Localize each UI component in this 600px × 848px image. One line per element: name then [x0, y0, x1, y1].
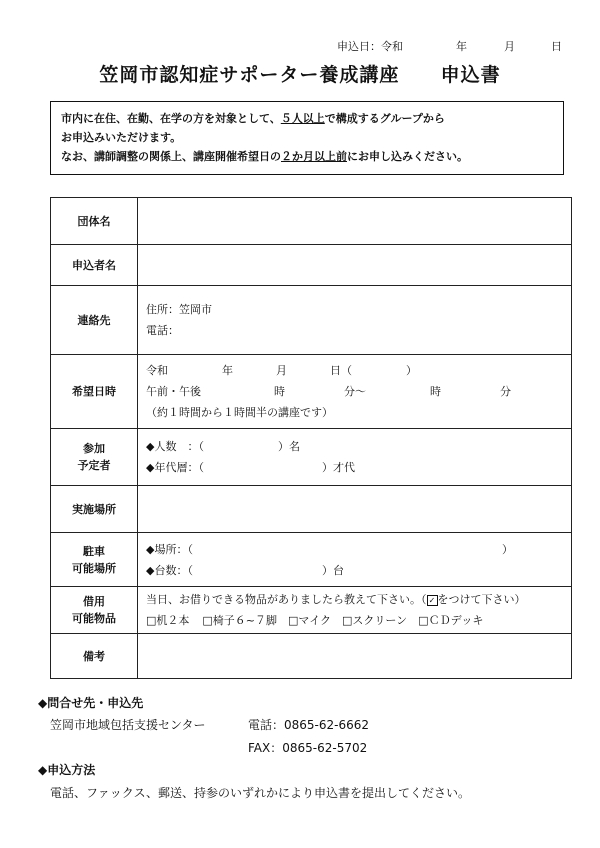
parking-place-line [146, 539, 571, 560]
borrow-item-cd-player[interactable]: □ＣＤデッキ [418, 614, 484, 627]
end-minute-label: 分 [500, 385, 511, 398]
borrow-label-line1: 借用 [83, 595, 105, 608]
notice-text: で構成するグループから [324, 112, 445, 125]
title-text: 笠岡市認知症サポーター養成講座 [99, 64, 400, 86]
participant-count-line [146, 436, 571, 457]
day-label: 日（ [330, 364, 352, 377]
participants-field[interactable] [138, 429, 572, 486]
parking-place-close: ） [502, 542, 513, 556]
borrow-items-field [138, 587, 572, 634]
inquiry-heading: ◆問合せ先・申込先 [38, 696, 144, 710]
borrow-instructions [146, 589, 571, 610]
group-name-field[interactable] [138, 198, 572, 245]
borrow-item-microphone[interactable]: □マイク [288, 614, 331, 627]
borrow-item-list [146, 610, 571, 631]
phone-line: 電話： [146, 324, 179, 337]
venue-field[interactable] [138, 486, 572, 533]
borrow-instructions-text: をつけて下さい） [437, 593, 526, 606]
application-month-label: 月 [504, 40, 515, 53]
center-name: 笠岡市地域包括支援センター [50, 718, 206, 732]
participants-label-line1: 参加 [83, 442, 105, 455]
parking-label-line2: 可能場所 [72, 561, 116, 575]
parking-cars-unit: ）台 [322, 563, 344, 577]
group-name-label: 団体名 [51, 198, 138, 245]
application-form [50, 197, 572, 679]
borrow-item-chairs[interactable]: □椅子６~７脚 [202, 614, 278, 627]
parking-place-label: ◆場所：（ [146, 542, 193, 556]
application-date-label: 申込日：令和 [337, 40, 403, 53]
notice-text: お申込みいただけます。 [61, 131, 182, 144]
application-year-label: 年 [456, 40, 467, 53]
year-label: 年 [222, 364, 233, 377]
age-group-label: ◆年代層：（ [146, 461, 204, 474]
am-pm-label: 午前・午後 [146, 385, 201, 398]
start-hour-label: 時 [274, 385, 285, 398]
lecture-duration-note: （約１時間から１時間半の講座です） [146, 406, 333, 419]
desired-date-line [146, 360, 571, 381]
day-close-paren: ） [406, 364, 417, 377]
borrow-instructions-text: 当日、お借りできる物品がありましたら教えて下さい。（ [146, 593, 427, 606]
era-label: 令和 [146, 364, 168, 377]
center-fax: FAX：0865-62-5702 [248, 741, 368, 755]
notice-text: なお、講師調整の関係上、講座開催希望日の [61, 150, 281, 163]
checkmark-icon: ✓ [427, 595, 438, 606]
borrow-label-line2: 可能物品 [72, 612, 116, 625]
parking-label-line1: 駐車 [83, 544, 105, 558]
applicant-name-field[interactable] [138, 245, 572, 286]
page-title [0, 60, 600, 87]
method-text: 電話、ファックス、郵送、持参のいずれかにより申込書を提出してください。 [50, 786, 471, 800]
notice-text: にお申し込みください。 [347, 150, 468, 163]
address-line: 住所：笠岡市 [146, 303, 212, 316]
age-group-unit: ）才代 [322, 461, 355, 474]
month-label: 月 [276, 364, 287, 377]
borrow-item-desks[interactable]: □机２本 [146, 614, 190, 627]
parking-cars-label: ◆台数：（ [146, 563, 193, 577]
borrow-items-label [51, 587, 138, 634]
participant-count-label: ◆人数 ：（ [146, 440, 204, 453]
age-group-line [146, 457, 571, 478]
start-minute-label: 分～ [344, 385, 366, 398]
remarks-label: 備考 [51, 634, 138, 679]
parking-field[interactable] [138, 533, 572, 587]
participants-label [51, 429, 138, 486]
applicant-name-label: 申込者名 [51, 245, 138, 286]
parking-cars-line [146, 560, 571, 581]
application-day-label: 日 [551, 40, 562, 53]
notice-text: 市内に在住、在勤、在学の方を対象として、 [61, 112, 281, 125]
desired-datetime-label: 希望日時 [51, 355, 138, 429]
desired-time-line [146, 381, 571, 402]
participant-count-unit: ）名 [278, 440, 300, 453]
end-hour-label: 時 [430, 385, 441, 398]
remarks-field[interactable] [138, 634, 572, 679]
participants-label-line2: 予定者 [77, 459, 111, 472]
center-phone: 電話：0865-62-6662 [248, 718, 370, 732]
borrow-item-screen[interactable]: □スクリーン [341, 614, 408, 627]
notice-min-members: ５人以上 [280, 112, 325, 125]
contact-label: 連絡先 [51, 286, 138, 355]
parking-label [51, 533, 138, 587]
contact-field[interactable] [138, 286, 572, 355]
method-heading: ◆申込方法 [38, 763, 96, 777]
desired-datetime-field[interactable] [138, 355, 572, 429]
eligibility-notice [50, 101, 564, 175]
notice-deadline: ２か月以上前 [281, 150, 347, 163]
title-doc-type: 申込書 [440, 64, 501, 86]
venue-label: 実施場所 [51, 486, 138, 533]
